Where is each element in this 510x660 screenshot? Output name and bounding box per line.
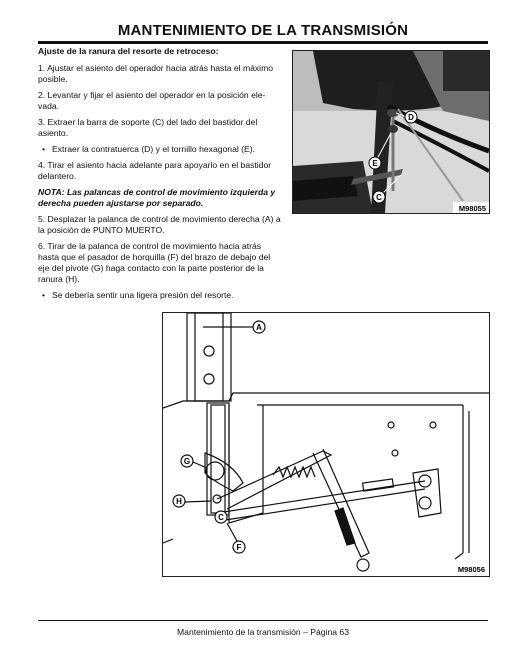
photo-seat-support	[292, 50, 490, 214]
bullet-remove-nut: • Extraer la contratuerca (D) y el tornillo hexagonal (E).	[38, 144, 283, 155]
callout-c2: C	[218, 513, 224, 522]
callout-g: G	[183, 457, 191, 466]
step-3: 3. Extraer la barra de soporte (C) del lado del bastidor del asiento.	[38, 117, 258, 138]
page-title: MANTENIMIENTO DE LA TRANSMISIÓN	[117, 22, 409, 39]
step-1: 1. Ajustar el asiento del operador hacia atrás hasta el máximo posible.	[38, 63, 274, 84]
photo-code: M98055	[458, 204, 486, 213]
title-rule	[38, 41, 488, 44]
callout-e: E	[372, 159, 378, 168]
callout-h: H	[176, 497, 182, 506]
diagram-control-lever	[162, 312, 490, 577]
photo-illustration	[293, 51, 489, 213]
callout-d: D	[408, 113, 414, 122]
page-footer: Mantenimiento de la transmisión – Página 63	[177, 627, 349, 637]
diagram-code: M98056	[457, 565, 485, 574]
callout-c: C	[376, 193, 382, 202]
bullet-spring-pressure: • Se debería sentir una ligera presión del resorte.	[38, 290, 283, 301]
instructions	[38, 46, 283, 306]
callout-f: F	[236, 543, 242, 552]
footer-rule	[38, 620, 488, 621]
step-4: 4. Tirar el asiento hacia adelante para apoyarlo en el bastidor delantero.	[38, 160, 272, 181]
step-6: 6. Tirar de la palanca de control de movimiento hacia atrás hasta que el pasador de horquilla (F) del brazo de debajo del eje del pivote (G) haga contacto con la parte posterior de la ranura (H).	[38, 241, 271, 284]
note: NOTA: Las palancas de control de movimiento izquierda y derecha pueden ajustarse por separado.	[38, 187, 276, 208]
callout-a: A	[256, 323, 262, 332]
section-heading: Ajuste de la ranura del resorte de retroceso:	[38, 46, 219, 56]
step-5: 5. Desplazar la palanca de control de movimiento derecha (A) a la posición de PUNTO MUERTO.	[38, 214, 281, 235]
step-2: 2. Levantar y fijar el asiento del operador en la posición ele-vada.	[38, 90, 266, 111]
diagram-labels	[163, 313, 489, 576]
